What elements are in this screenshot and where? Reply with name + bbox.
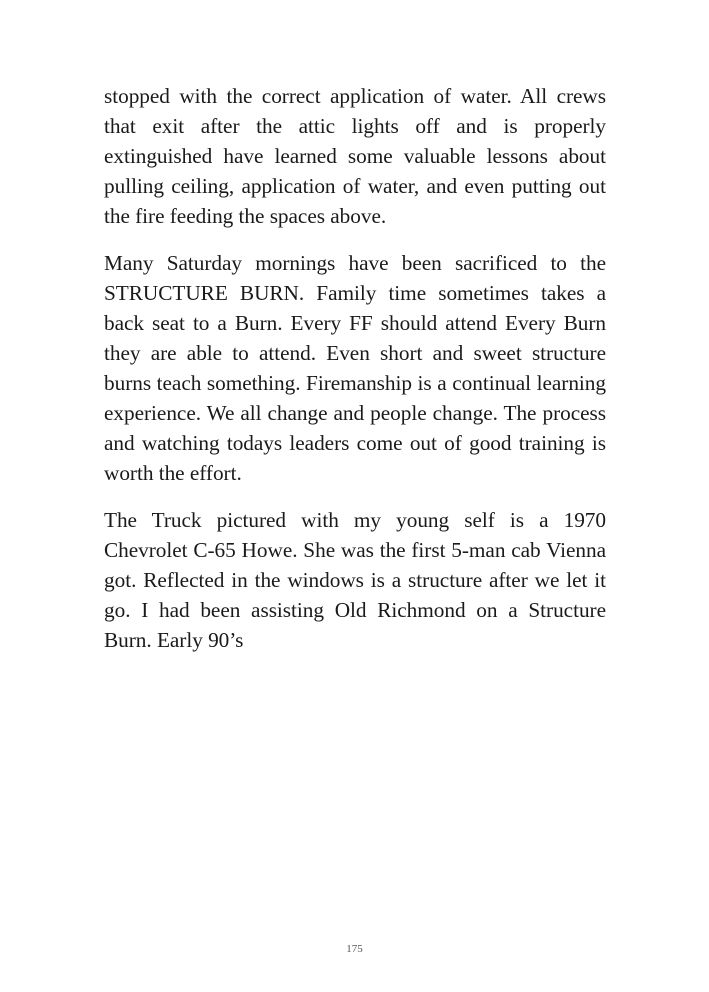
paragraph-3: The Truck pictured with my young self is a 1970 Chevrolet C-65 Howe. She was the first 5-man cab Vienna got. Reflected in the windows is a structure after we let it go. I had been assisting Old Richmond on a Structure Burn. Early 90’s — [104, 508, 606, 652]
paragraph-2: Many Saturday mornings have been sacrificed to the STRUCTURE BURN. Family time sometimes takes a back seat to a Burn. Every FF should attend Every Burn they are able to attend. Even short and sweet structure burns teach something. Firemanship is a continual learning experience. We all change and people change. The process and watching todays leaders come out of good training is worth the effort. — [104, 251, 606, 485]
paragraph-1: stopped with the correct application of water. All crews that exit after the attic lights off and is properly extinguished have learned some valuable lessons about pulling ceiling, application of water, and even putting out the fire feeding the spaces above. — [104, 84, 606, 228]
body-text — [104, 81, 606, 672]
page-number: 175 — [346, 943, 363, 955]
